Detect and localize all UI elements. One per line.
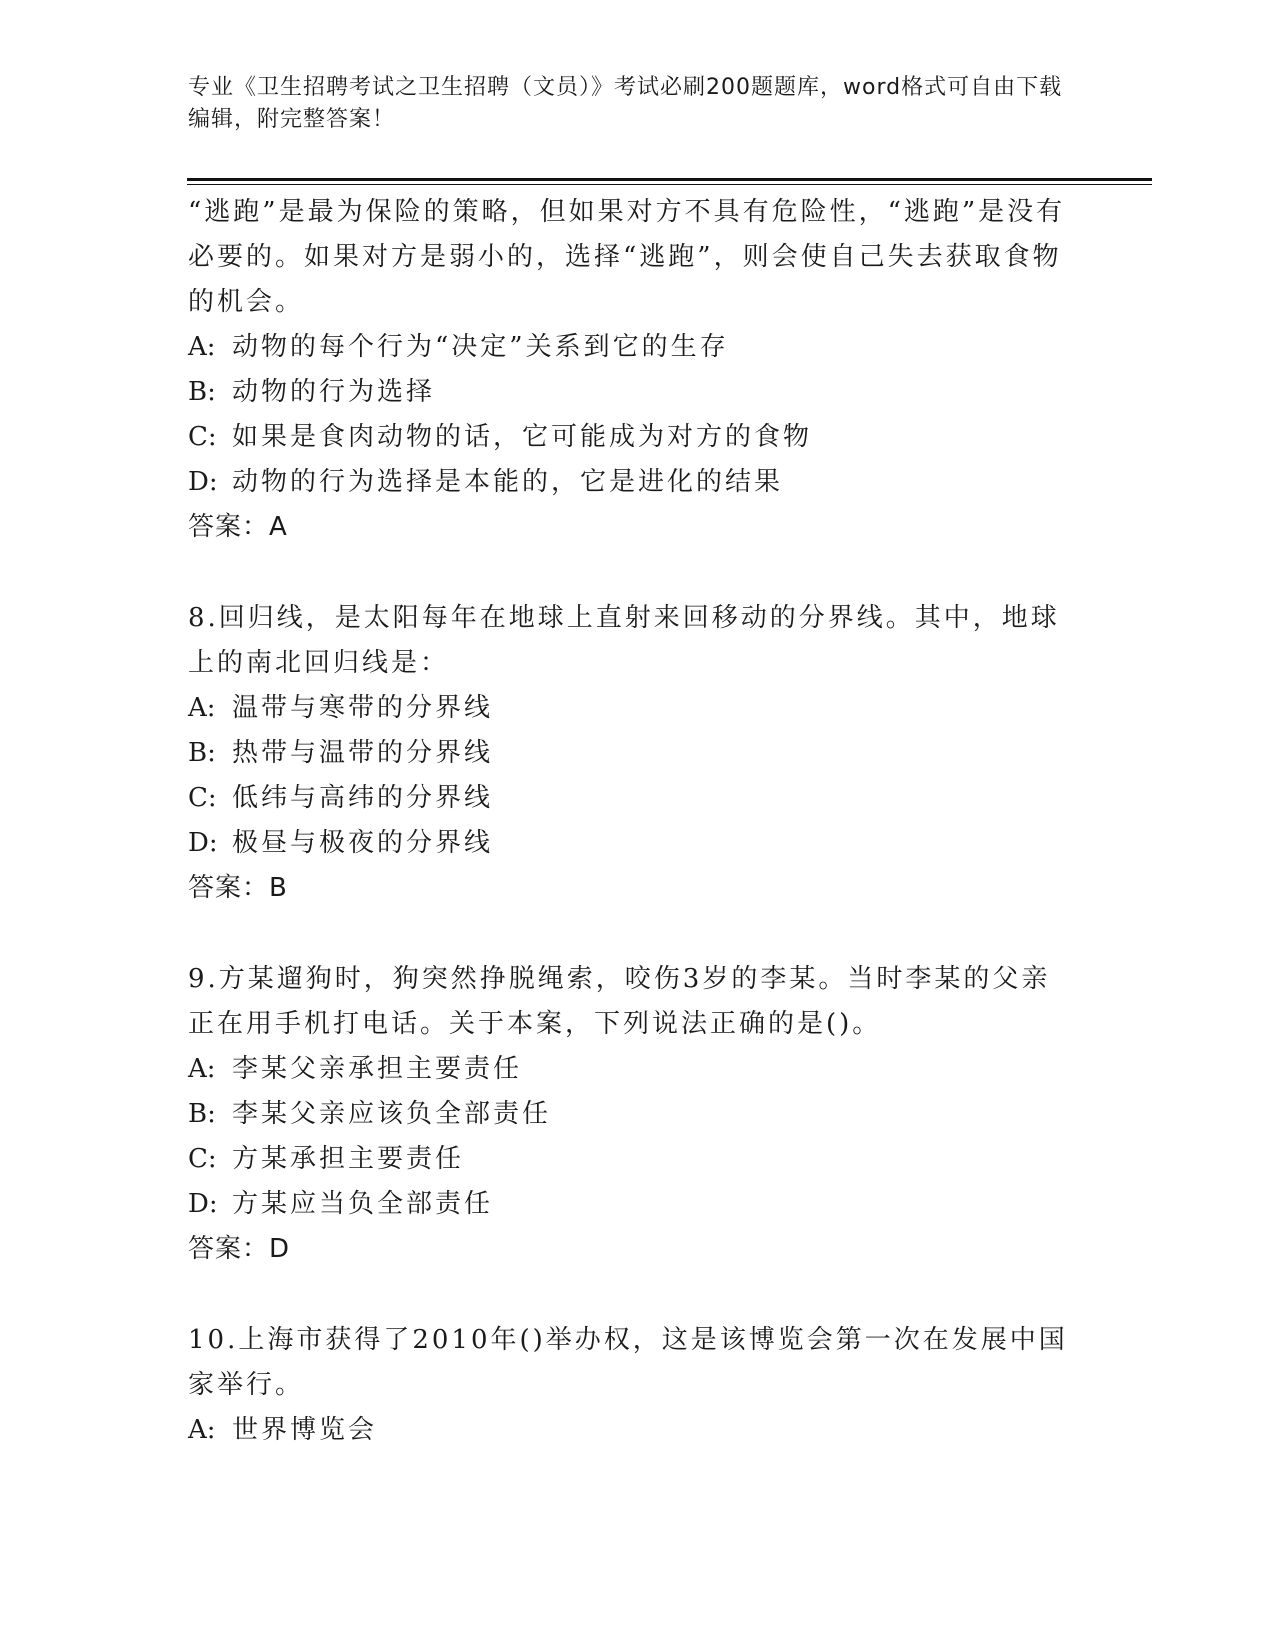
- header-divider-thin: [187, 184, 1152, 185]
- option-letter: C:: [188, 1144, 217, 1174]
- option-letter: C:: [188, 783, 217, 813]
- question-7-option-b: [188, 370, 1068, 415]
- option-text: 世界博览会: [232, 1415, 378, 1445]
- option-text: 动物的行为选择: [232, 377, 436, 407]
- question-8: [188, 596, 1068, 911]
- option-text: 李某父亲承担主要责任: [232, 1054, 523, 1084]
- option-text: 如果是食肉动物的话，它可能成为对方的食物: [232, 422, 813, 452]
- option-text: 动物的每个行为“决定”关系到它的生存: [232, 332, 729, 362]
- option-text: 动物的行为选择是本能的，它是进化的结果: [232, 467, 784, 497]
- option-text: 低纬与高纬的分界线: [232, 783, 494, 813]
- question-7-text: “逃跑”是最为保险的策略，但如果对方不具有危险性，“逃跑”是没有必要的。如果对方是弱小的，选择“逃跑”，则会使自己失去获取食物的机会。: [188, 197, 1066, 317]
- question-8-option-a: [188, 686, 1068, 731]
- option-letter: B:: [188, 377, 216, 407]
- option-letter: D:: [188, 828, 218, 858]
- question-9-option-b: [188, 1092, 1068, 1137]
- header-divider-thick: [187, 178, 1152, 181]
- option-letter: C:: [188, 422, 217, 452]
- question-7: [188, 190, 1068, 550]
- question-7-option-d: [188, 460, 1068, 505]
- question-7-option-c: [188, 415, 1068, 460]
- question-8-option-c: [188, 776, 1068, 821]
- question-8-option-d: [188, 821, 1068, 866]
- question-9-option-d: [188, 1182, 1068, 1227]
- option-text: 方某应当负全部责任: [232, 1189, 494, 1219]
- option-letter: B:: [188, 1099, 216, 1129]
- option-letter: B:: [188, 738, 216, 768]
- document-header: 专业《卫生招聘考试之卫生招聘（文员）》考试必刷200题题库，word格式可自由下载编辑，附完整答案！: [188, 75, 1063, 132]
- question-7-option-a: [188, 325, 1068, 370]
- question-9: [188, 957, 1068, 1272]
- question-8-option-b: [188, 731, 1068, 776]
- option-text: 温带与寒带的分界线: [232, 693, 494, 723]
- question-8-text: 8.回归线，是太阳每年在地球上直射来回移动的分界线。其中，地球上的南北回归线是：: [188, 603, 1060, 678]
- question-10-text: 10.上海市获得了2010年()举办权，这是该博览会第一次在发展中国家举行。: [188, 1325, 1068, 1400]
- option-letter: A:: [188, 332, 216, 362]
- option-text: 极昼与极夜的分界线: [232, 828, 494, 858]
- option-text: 热带与温带的分界线: [232, 738, 494, 768]
- question-8-answer: 答案：B: [188, 873, 288, 903]
- question-10-option-a: [188, 1408, 1068, 1453]
- question-9-text: 9.方某遛狗时，狗突然挣脱绳索，咬伤3岁的李某。当时李某的父亲正在用手机打电话。关于本案，下列说法正确的是()。: [188, 964, 1051, 1039]
- question-9-option-c: [188, 1137, 1068, 1182]
- question-9-option-a: [188, 1047, 1068, 1092]
- question-7-answer: 答案：A: [188, 512, 288, 542]
- question-content: [188, 190, 1068, 1453]
- option-letter: D:: [188, 1189, 218, 1219]
- question-10: [188, 1318, 1068, 1453]
- option-letter: A:: [188, 1415, 216, 1445]
- option-text: 李某父亲应该负全部责任: [232, 1099, 552, 1129]
- question-9-answer: 答案：D: [188, 1234, 291, 1264]
- option-text: 方某承担主要责任: [232, 1144, 465, 1174]
- option-letter: D:: [188, 467, 218, 497]
- option-letter: A:: [188, 693, 216, 723]
- option-letter: A:: [188, 1054, 216, 1084]
